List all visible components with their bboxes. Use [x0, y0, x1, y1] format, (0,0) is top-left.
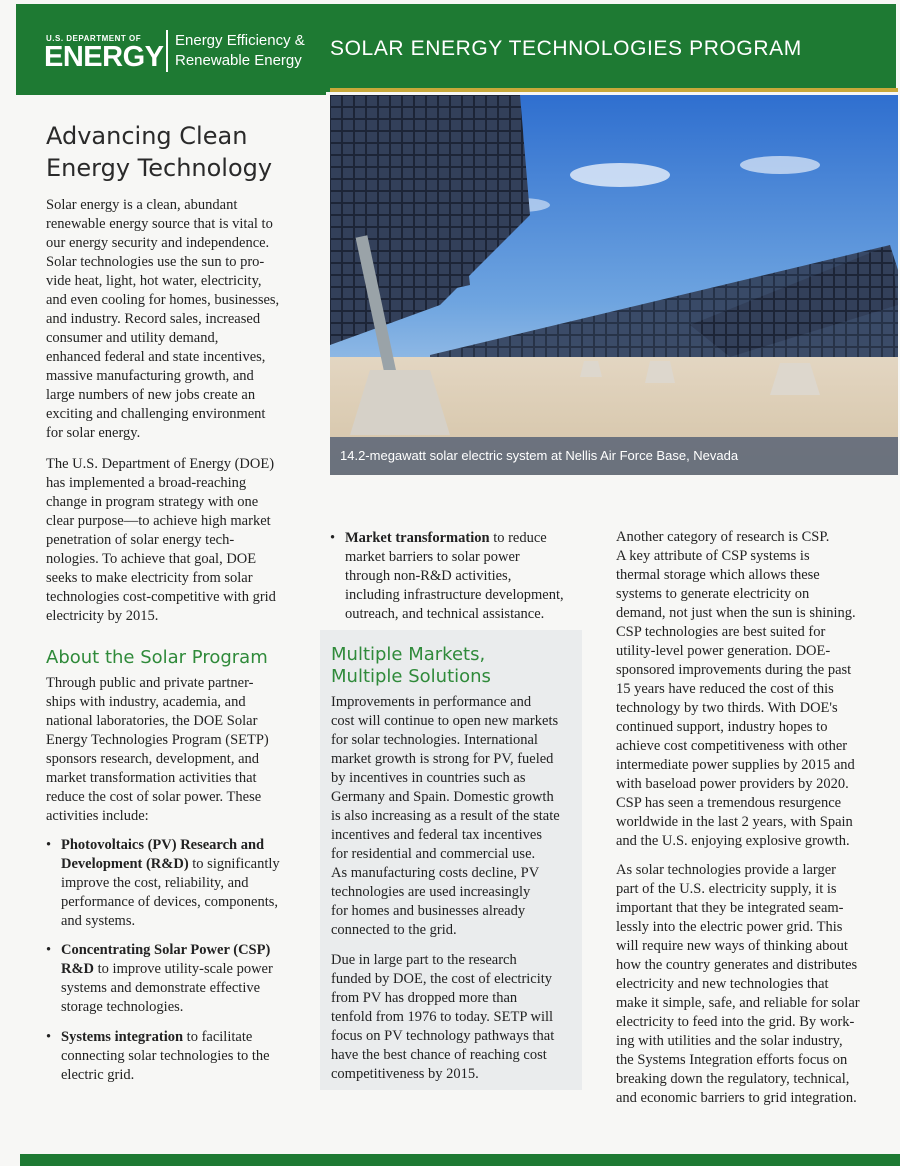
bullet-bold-text: Market transformation [345, 530, 490, 546]
text-line: massive manufacturing growth, and [46, 368, 254, 384]
text-line: with baseload power providers by 2020. [616, 776, 849, 792]
cost-paragraph [331, 951, 591, 1084]
text-line: large numbers of new jobs create an [46, 387, 256, 403]
text-line: make it simple, safe, and reliable for solar [616, 995, 860, 1011]
bullet-text: to facilitate [183, 1029, 253, 1045]
bullet-text: connecting solar technologies to the [61, 1048, 270, 1064]
text-line: clear purpose—to achieve high market [46, 513, 271, 529]
text-line: the Systems Integration efforts focus on [616, 1052, 848, 1068]
text-line: our energy security and independence. [46, 235, 270, 251]
bullet-text: to significantly [188, 856, 280, 872]
bullet-text: market barriers to solar power [345, 549, 520, 565]
text-line: Solar energy is a clean, abundant [46, 197, 238, 213]
text-line: ing with utilities and the solar industry, [616, 1033, 843, 1049]
text-line: is also increasing as a result of the state [331, 808, 560, 824]
text-line: market transformation activities that [46, 770, 257, 786]
heading-line: Multiple Markets, [331, 644, 486, 665]
text-line: how the country generates and distributes [616, 957, 858, 973]
improvements-paragraph [331, 693, 591, 940]
text-line: technologies are used increasingly [331, 884, 531, 900]
solar-array-photo [330, 95, 898, 475]
list-item [46, 1028, 316, 1085]
bullet-text: electric grid. [61, 1067, 135, 1083]
office-name-line1: Energy Efficiency & [175, 32, 305, 49]
solar-array-illustration [330, 95, 898, 475]
footer-bar [20, 1154, 900, 1166]
text-line: incentives and federal tax incentives [331, 827, 542, 843]
list-item [330, 529, 590, 624]
accent-line [330, 88, 898, 92]
text-line: utility-level power generation. DOE- [616, 643, 831, 659]
text-line: activities include: [46, 808, 149, 824]
bullet-text: to reduce [489, 530, 547, 546]
text-line: A key attribute of CSP systems is [616, 548, 810, 564]
text-line: worldwide in the last 2 years, with Spain [616, 814, 853, 830]
bullet-bold-text: Concentrating Solar Power (CSP) [61, 942, 271, 958]
doe-logo-wordmark: ENERGY [44, 41, 164, 73]
grid-integration-paragraph [616, 861, 894, 1108]
text-line: demand, not just when the sun is shining. [616, 605, 856, 621]
text-line: lessly into the electric power grid. This [616, 919, 843, 935]
bullet-bold-text: R&D [61, 961, 95, 977]
text-line: important that they be integrated seam- [616, 900, 844, 916]
text-line: exciting and challenging environment [46, 406, 266, 422]
text-line: The U.S. Department of Energy (DOE) [46, 456, 275, 472]
text-line: penetration of solar energy tech- [46, 532, 235, 548]
text-line: focus on PV technology pathways that [331, 1028, 555, 1044]
text-line: systems to generate electricity on [616, 586, 810, 602]
bullet-bold-text: Photovoltaics (PV) Research and [61, 837, 265, 853]
text-line: seeks to make electricity from solar [46, 570, 253, 586]
text-line: part of the U.S. electricity supply, it is [616, 881, 837, 897]
photo-caption: 14.2-megawatt solar electric system at Nellis Air Force Base, Nevada [330, 437, 898, 475]
text-line: competitiveness by 2015. [331, 1066, 479, 1082]
text-line: Solar technologies use the sun to pro- [46, 254, 265, 270]
text-line: and the U.S. enjoying explosive growth. [616, 833, 850, 849]
text-line: electricity to feed into the grid. By work- [616, 1014, 855, 1030]
about-heading: About the Solar Program [46, 647, 268, 668]
text-line: CSP has seen a tremendous resurgence [616, 795, 842, 811]
text-line: change in program strategy with one [46, 494, 259, 510]
header-underline [16, 90, 326, 95]
text-line: intermediate power supplies by 2015 and [616, 757, 855, 773]
text-line: by incentives in countries such as [331, 770, 526, 786]
text-line: CSP technologies are best suited for [616, 624, 826, 640]
text-line: technologies cost-competitive with grid [46, 589, 276, 605]
doe-logo-caption: U.S. DEPARTMENT OF [46, 34, 142, 43]
activities-list [46, 1028, 316, 1085]
text-line: has implemented a broad-reaching [46, 475, 247, 491]
text-line: connected to the grid. [331, 922, 457, 938]
text-line: funded by DOE, the cost of electricity [331, 971, 553, 987]
text-line: achieve cost competitiveness with other [616, 738, 848, 754]
page-title-line: Energy Technology [46, 154, 273, 182]
bullet-text: performance of devices, components, [61, 894, 279, 910]
text-line: and industry. Record sales, increased [46, 311, 261, 327]
text-line: for homes and businesses already [331, 903, 526, 919]
text-line: Improvements in performance and [331, 694, 532, 710]
text-line: reduce the cost of solar power. These [46, 789, 262, 805]
csp-paragraph [616, 528, 894, 851]
text-line: technology by two thirds. With DOE's [616, 700, 838, 716]
text-line: electricity and new technologies that [616, 976, 829, 992]
text-line: and even cooling for homes, businesses, [46, 292, 280, 308]
text-line: for residential and commercial use. [331, 846, 536, 862]
text-line: for solar energy. [46, 425, 141, 441]
bullet-text: to improve utility-scale power [94, 961, 273, 977]
text-line: As manufacturing costs decline, PV [331, 865, 540, 881]
bullet-text: through non-R&D activities, [345, 568, 512, 584]
page-title [46, 120, 272, 184]
text-line: Energy Technologies Program (SETP) [46, 732, 269, 748]
text-line: tenfold from 1976 to today. SETP will [331, 1009, 554, 1025]
text-line: vide heat, light, hot water, electricity, [46, 273, 262, 289]
text-line: Through public and private partner- [46, 675, 254, 691]
bullet-text: systems and demonstrate effective [61, 980, 261, 996]
text-line: sponsors research, development, and [46, 751, 260, 767]
list-item [46, 836, 316, 931]
bullet-bold-text: Systems integration [61, 1029, 184, 1045]
doe-paragraph [46, 455, 316, 626]
program-title: SOLAR ENERGY TECHNOLOGIES PROGRAM [330, 37, 802, 60]
text-line: have the best chance of reaching cost [331, 1047, 547, 1063]
text-line: As solar technologies provide a larger [616, 862, 836, 878]
text-line: enhanced federal and state incentives, [46, 349, 266, 365]
text-line: and economic barriers to grid integration. [616, 1090, 857, 1106]
text-line: thermal storage which allows these [616, 567, 820, 583]
list-item [46, 941, 316, 1017]
bullet-bold-text: Development (R&D) [61, 856, 189, 872]
intro-paragraph [46, 196, 316, 443]
heading-line: Multiple Solutions [331, 666, 491, 687]
text-line: nologies. To achieve that goal, DOE [46, 551, 257, 567]
text-line: for solar technologies. International [331, 732, 538, 748]
text-line: sponsored improvements during the past [616, 662, 852, 678]
logo-divider [166, 30, 168, 72]
text-line: from PV has dropped more than [331, 990, 518, 1006]
text-line: consumer and utility demand, [46, 330, 219, 346]
bullet-text: and systems. [61, 913, 136, 929]
text-line: Another category of research is CSP. [616, 529, 830, 545]
office-name-line2: Renewable Energy [175, 52, 302, 69]
text-line: Germany and Spain. Domestic growth [331, 789, 554, 805]
text-line: market growth is strong for PV, fueled [331, 751, 554, 767]
text-line: electricity by 2015. [46, 608, 159, 624]
text-line: 15 years have reduced the cost of this [616, 681, 834, 697]
text-line: breaking down the regulatory, technical, [616, 1071, 850, 1087]
market-transformation-list [330, 529, 590, 624]
text-line: will require new ways of thinking about [616, 938, 848, 954]
text-line: continued support, industry hopes to [616, 719, 828, 735]
about-paragraph [46, 674, 316, 826]
bullet-text: including infrastructure development, [345, 587, 564, 603]
bullet-text: storage technologies. [61, 999, 184, 1015]
text-line: Due in large part to the research [331, 952, 517, 968]
bullet-text: outreach, and technical assistance. [345, 606, 545, 622]
text-line: ships with industry, academia, and [46, 694, 246, 710]
markets-heading [331, 644, 491, 688]
page-title-line: Advancing Clean [46, 122, 248, 150]
text-line: cost will continue to open new markets [331, 713, 559, 729]
bullet-text: improve the cost, reliability, and [61, 875, 249, 891]
text-line: renewable energy source that is vital to [46, 216, 273, 232]
text-line: national laboratories, the DOE Solar [46, 713, 258, 729]
activities-list [46, 836, 316, 931]
activities-list [46, 941, 316, 1017]
